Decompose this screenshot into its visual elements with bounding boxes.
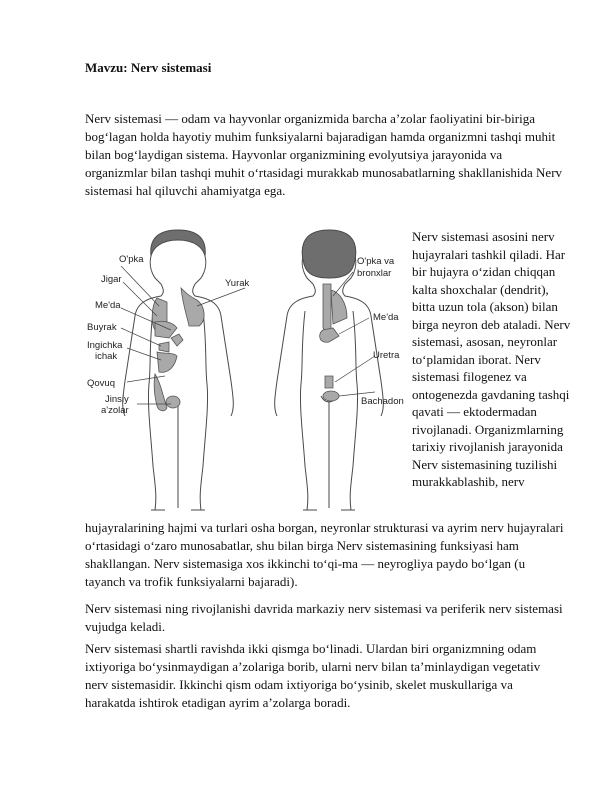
label-meda-back: Me'da [373,312,399,323]
page-title: Mavzu: Nerv sistemasi [85,60,212,75]
label-bachadon: Bachadon [361,396,404,407]
label-ingichka: Ingichka [87,340,123,351]
label-azolar: a'zolar [101,405,129,416]
label-opka: O'pka [119,254,144,265]
svg-text:Yurak [225,278,250,289]
label-yurak: Yurak [225,278,250,289]
paragraph-neuroglia: hujayralarining hajmi va turlari osha borgan, neyronlar strukturasi va ayrim nerv hujayralari o‘rtasidagi o‘zaro munosabatlar, shu bilan birga Nerv sistemasining funksiyasi ham shakllangan. Nerv sistemasiga xos ikkinchi to‘qi-ma — neyrogliya paydo bo‘lgan (u tayanch va trofik funksiyalarni bajaradi). [85,520,564,589]
label-jigar: Jigar [101,274,122,285]
svg-text:Me'da [373,312,399,323]
paragraph-neurons: Nerv sistemasi asosini nerv hujayralari tashkil qiladi. Har bir hujayra o‘zidan chiqqan kalta shoxchalar (dendrit), bitta uzun tola (akson) bilan birga neyron deb ataladi. Nerv sistemasi, asosan, neyronlar to‘plamidan iborat. Nerv sistemasi filogenez va ontogenezda gavdaning tashqi qavati — ektodermadan rivojlanadi. Organizmlarning tarixiy rivojlanish jarayonida Nerv sistemasining tuzilishi murakkablashib, nerv [412,229,571,489]
svg-text:Jinsiy [105,394,129,405]
svg-text:Jigar [101,274,122,285]
label-jinsiy: Jinsiy [105,394,129,405]
label-ichak: ichak [95,351,118,362]
svg-text:Qovuq [87,378,115,389]
svg-text:Me'da [95,300,121,311]
back-leader-lines [333,272,375,396]
label-buyrak: Buyrak [87,322,117,333]
svg-text:Buyrak [87,322,117,333]
svg-text:O'pka [119,254,144,265]
label-opka-va: O'pka va [357,256,395,267]
svg-text:bronxlar [357,268,391,279]
front-body [123,232,234,510]
front-hair [151,230,206,256]
anatomy-figure [85,226,407,516]
svg-text:ichak [95,351,117,362]
svg-text:O'pka va [357,256,395,267]
paragraph-two-parts: Nerv sistemasi shartli ravishda ikki qismga bo‘linadi. Ulardan biri organizmning odam ixtiyoriga bo‘ysinmaydigan a’zolariga borib, ularni nerv bilan ta’minlaydigan vegetativ nerv sistemasidir. Ikkinchi qism odam ixtiyoriga bo‘ysinib, skelet muskullariga va harakatda ishtirok etadigan ayrim a’zolarga boradi. [85,641,541,710]
back-organs [320,284,347,401]
label-bronxlar: bronxlar [357,268,392,279]
label-uretra: Uretra [373,350,400,361]
paragraph-intro: Nerv sistemasi — odam va hayvonlar organizmida barcha a’zolar faoliyatini bir-biriga bog‘lagan holda hayotiy muhim funksiyalarni bajaradigan hamda organizmni tashqi muhit bilan bog‘laydigan sistema. Hayvonlar organizmining evolyutsiya jarayonida va organizmlar bilan tashqi muhit o‘rtasidagi murakkab munosabatlarning shakllanishida Nerv sistemasi hal qiluvchi ahamiyatga ega. [85,111,563,198]
svg-text:Ingichka [87,340,123,351]
label-qovuq: Qovuq [87,378,115,389]
paragraph-central-peripheral: Nerv sistemasi ning rivojlanishi davrida markaziy nerv sistemasi va periferik nerv sistemasi vujudga keladi. [85,601,563,634]
back-hair [302,230,356,278]
svg-text:a'zolar [101,405,129,416]
svg-text:Bachadon [361,396,404,407]
label-meda: Me'da [95,300,121,311]
anatomy-illustration [85,226,407,516]
front-organs [152,288,204,411]
svg-text:Uretra [373,350,400,361]
back-labels [357,256,404,407]
